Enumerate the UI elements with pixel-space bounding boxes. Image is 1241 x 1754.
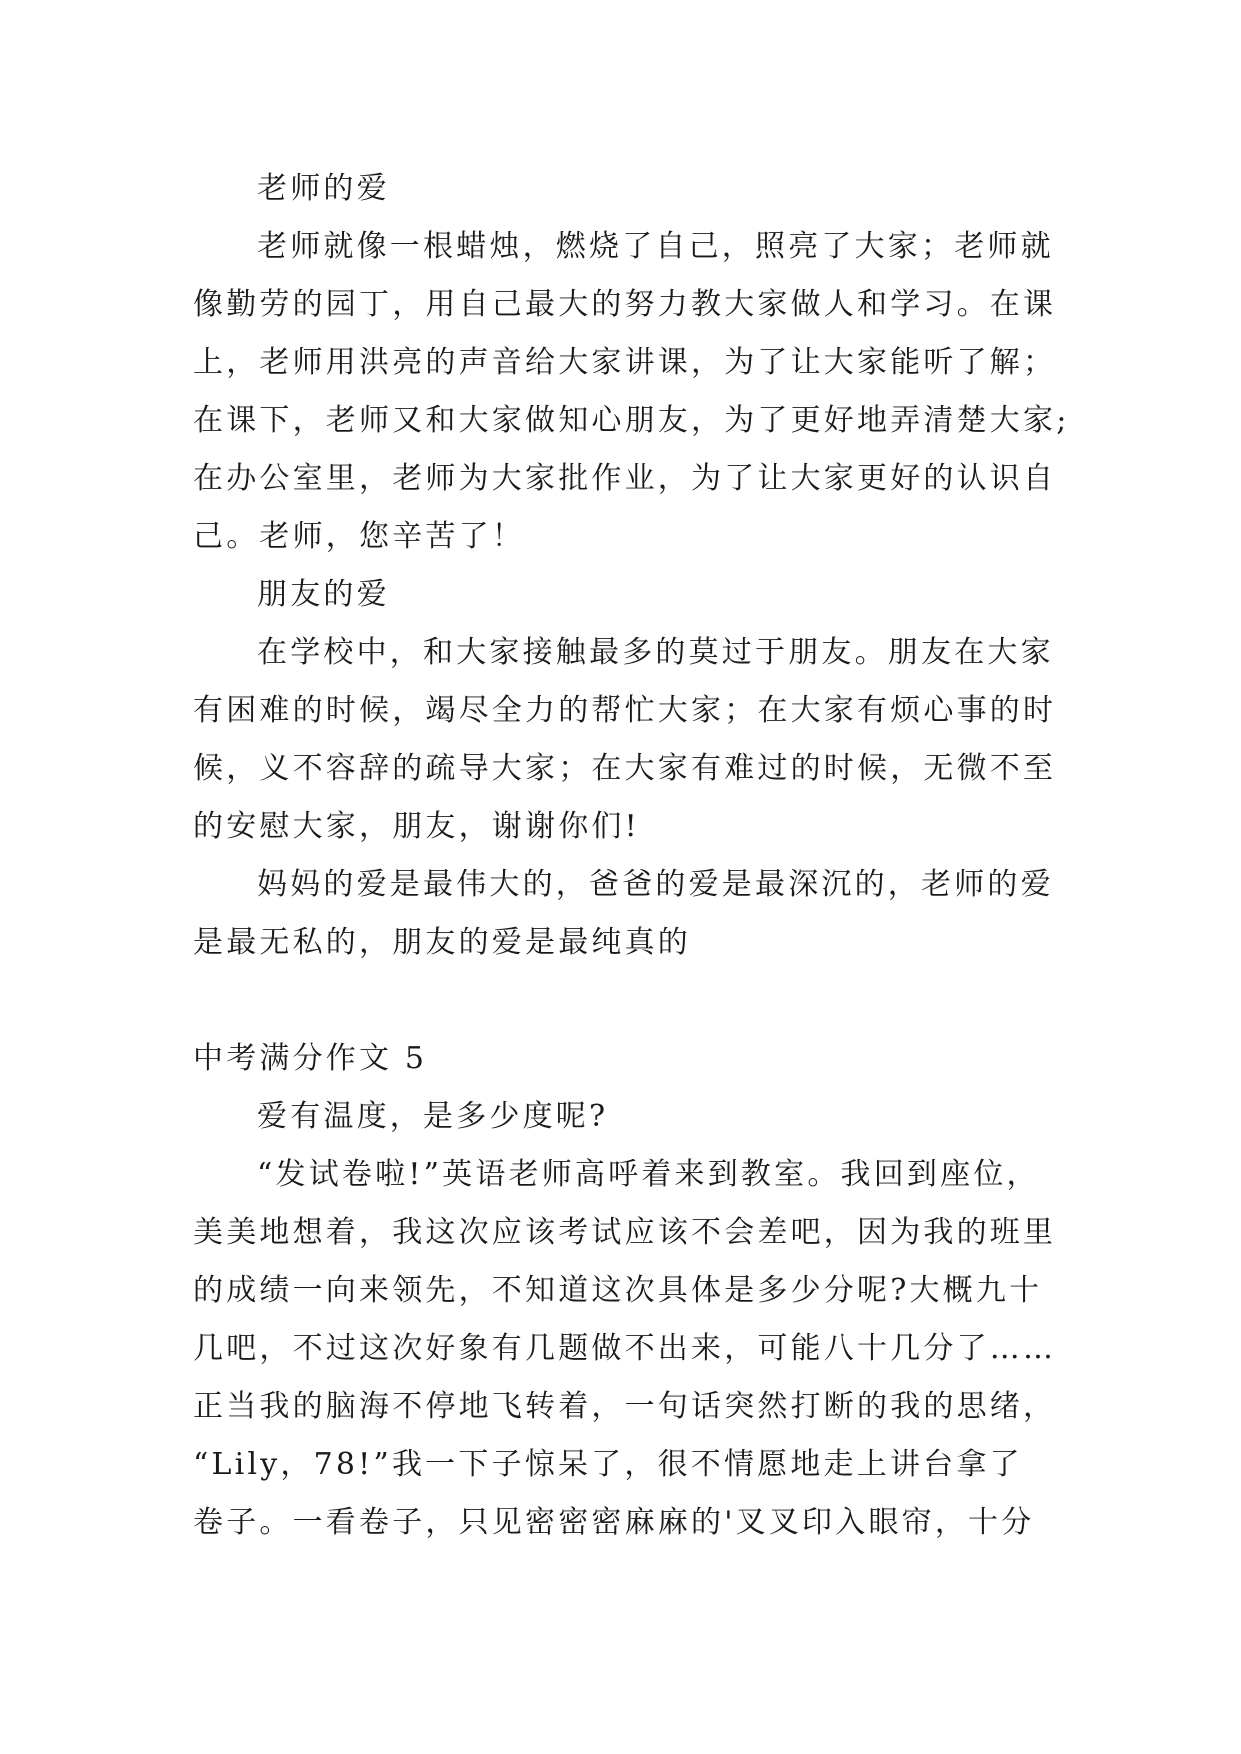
- paragraph-line: 老师就像一根蜡烛，燃烧了自己，照亮了大家；老师就: [257, 229, 1054, 264]
- section-heading: 老师的爱: [257, 171, 390, 206]
- paragraph-line: 有困难的时候，竭尽全力的帮忙大家；在大家有烦心事的时: [193, 693, 1057, 728]
- paragraph-line: “Lily，78!”我一下子惊呆了，很不情愿地走上讲台拿了: [193, 1447, 1023, 1482]
- paragraph-line: 的成绩一向来领先，不知道这次具体是多少分呢?大概九十: [193, 1273, 1043, 1308]
- paragraph-line: 卷子。一看卷子，只见密密密麻麻的'叉叉印入眼帘，十分: [193, 1505, 1035, 1540]
- paragraph-line: 像勤劳的园丁，用自己最大的努力教大家做人和学习。在课: [193, 287, 1057, 322]
- paragraph-line: 上，老师用洪亮的声音给大家讲课，为了让大家能听了解；: [193, 345, 1057, 380]
- spacer: [193, 972, 1053, 1030]
- paragraph-line: 己。老师，您辛苦了！: [193, 519, 525, 554]
- paragraph-line: 几吧，不过这次好象有几题做不出来，可能八十几分了……: [193, 1331, 1057, 1366]
- paragraph-line: 在办公室里，老师为大家批作业，为了让大家更好的认识自: [193, 461, 1057, 496]
- document-page: [193, 160, 1070, 1552]
- paragraph-line: 妈妈的爱是最伟大的，爸爸的爱是最深沉的，老师的爱: [257, 867, 1054, 902]
- essay-label: 中考满分作文 5: [193, 1041, 428, 1076]
- essay-title: 爱有温度，是多少度呢?: [257, 1099, 609, 1134]
- paragraph-line: 是最无私的，朋友的爱是最纯真的: [193, 925, 691, 960]
- paragraph-line: 在课下，老师又和大家做知心朋友，为了更好地弄清楚大家;: [193, 403, 1070, 438]
- section-heading: 朋友的爱: [257, 577, 390, 612]
- paragraph-line: “发试卷啦!”英语老师高呼着来到教室。我回到座位，: [257, 1157, 1040, 1192]
- paragraph-line: 正当我的脑海不停地飞转着，一句话突然打断的我的思绪，: [193, 1389, 1057, 1424]
- paragraph-line: 在学校中，和大家接触最多的莫过于朋友。朋友在大家: [257, 635, 1054, 670]
- paragraph-line: 候，义不容辞的疏导大家；在大家有难过的时候，无微不至: [193, 751, 1057, 786]
- paragraph-line: 美美地想着，我这次应该考试应该不会差吧，因为我的班里: [193, 1215, 1057, 1250]
- paragraph-line: 的安慰大家，朋友，谢谢你们!: [193, 809, 640, 844]
